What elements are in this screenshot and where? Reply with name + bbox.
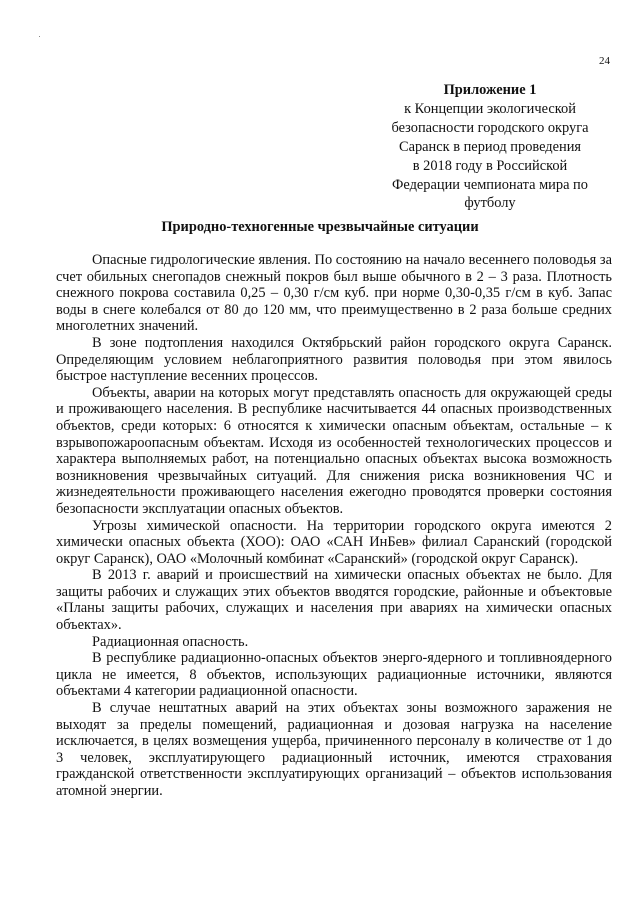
- section-title: Природно-техногенные чрезвычайные ситуации: [161, 219, 479, 235]
- paragraph-hazard-objects: Объекты, аварии на которых могут представлять опасность для окружающей среды и проживающего населения. В республике насчитывается 44 опасных производственных объектов, среди которых: 6 относятся к химически опасным объектам, остальные – к взрывопожароопасным объектам. Исходя из особенностей технологических процессов и характера выполняемых работ, на потенциально опасных объектах высока возможность возникновения чрезвычайных ситуаций. Для снижения риска возникновения ЧС и жизнедеятельности проживающего населения ежегодно проводятся проверки состояния безопасности эксплуатации опасных объектов.: [56, 384, 612, 517]
- appendix-header: [372, 81, 608, 213]
- appendix-title: Приложение 1: [443, 82, 537, 98]
- paragraph-emergency-cases: В случае нештатных аварий на этих объектах зоны возможного заражения не выходят за пределы помещений, радиационная и дозовая нагрузка на население исключается, в целях возмещения ущерба, причиненного персоналу в количестве от 1 до 3 человек, эксплуатирующего радиационный источник, имеются страхования гражданской ответственности эксплуатирующих организаций – объектов использования атомной энергии.: [56, 700, 612, 799]
- appendix-line: Саранск в период проведения: [398, 138, 582, 155]
- scan-speck: [39, 36, 40, 37]
- appendix-line: футболу: [464, 195, 516, 212]
- appendix-line: в 2018 году в Российской: [412, 157, 568, 174]
- paragraph-2013-accidents: В 2013 г. аварий и происшествий на химически опасных объектах не было. Для защиты рабочих и служащих этих объектов вводятся городские, районные и объектовые «Планы защиты рабочих, служащих и населения при авариях на химически опасных объектах».: [56, 567, 612, 634]
- body-text: [56, 252, 612, 800]
- page-number: 24: [599, 55, 610, 67]
- paragraph-hydrological: Опасные гидрологические явления. По состоянию на начало весеннего половодья за счет обильных снегопадов снежный покров был выше обычного в 2 – 3 раза. Плотность снежного покрова составила 0,25 – 0,30 г/см куб. при норме 0,30-0,35 г/см в куб. Запас воды в снеге колебался от 80 до 120 мм, что преимущественно в 2 раза больше средних многолетних значений.: [56, 252, 612, 335]
- paragraph-radiation-objects: В республике радиационно-опасных объектов энерго-ядерного и топливноядерного цикла не имеется, 8 объектов, использующих радиационные источники, являются объектами 4 категории радиационной опасности.: [56, 650, 612, 700]
- appendix-line: безопасности городского округа: [391, 119, 589, 136]
- paragraph-flood-zone: В зоне подтопления находился Октябрьский район городского округа Саранск. Определяющим условием неблагоприятного развития половодья при этом явилось быстрое наступление весенних процессов.: [56, 334, 612, 385]
- appendix-line: к Концепции экологической: [404, 100, 576, 117]
- paragraph-radiation-heading: Радиационная опасность.: [92, 633, 249, 650]
- paragraph-chemical-threats: Угрозы химической опасности. На территории городского округа имеются 2 химически опасных объекта (ХОО): ОАО «САН ИнБев» филиал Саранский (городской округ Саранск), ОАО «Молочный комбинат «Саранский» (городской округ Саранск).: [56, 517, 612, 567]
- appendix-line: Федерации чемпионата мира по: [392, 176, 588, 193]
